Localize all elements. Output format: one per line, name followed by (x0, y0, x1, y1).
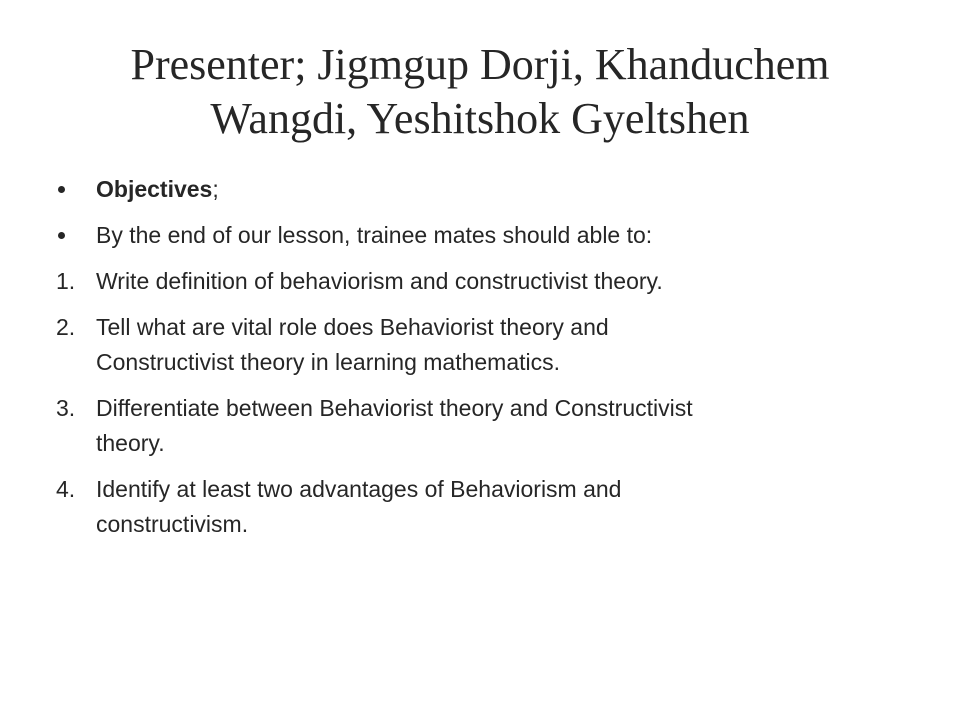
item-number: 3. (56, 395, 76, 421)
bullet-objectives (56, 172, 916, 207)
item-text-line-2: theory. (96, 430, 165, 456)
item-number: 1. (56, 268, 76, 294)
item-text-line-2: Constructivist theory in learning mathematics. (96, 349, 561, 375)
objectives-punct: ; (212, 176, 219, 202)
slide-title (60, 38, 900, 146)
item-text-line-1: Tell what are vital role does Behaviorist theory and (96, 314, 609, 340)
bullet-dot-icon (56, 172, 96, 207)
item-text: Write definition of behaviorism and constructivist theory. (96, 268, 663, 294)
numbered-item-1 (56, 264, 916, 299)
item-text-line-2: constructivism. (96, 511, 249, 537)
bullet-dot-icon (56, 218, 96, 253)
bullet-intro (56, 218, 916, 253)
slide-body (56, 172, 916, 553)
title-line-1: Presenter; Jigmgup Dorji, Khanduchem (130, 40, 830, 89)
title-line-2: Wangdi, Yeshitshok Gyeltshen (210, 94, 750, 143)
numbered-item-2 (56, 310, 916, 380)
objectives-heading: Objectives (96, 176, 213, 202)
intro-text: By the end of our lesson, trainee mates should able to: (96, 222, 653, 248)
numbered-item-3 (56, 391, 916, 461)
item-text-line-1: Differentiate between Behaviorist theory and Constructivist (96, 395, 693, 421)
numbered-item-4 (56, 472, 916, 542)
item-number: 4. (56, 476, 76, 502)
item-text-line-1: Identify at least two advantages of Behaviorism and (96, 476, 622, 502)
item-number: 2. (56, 314, 76, 340)
